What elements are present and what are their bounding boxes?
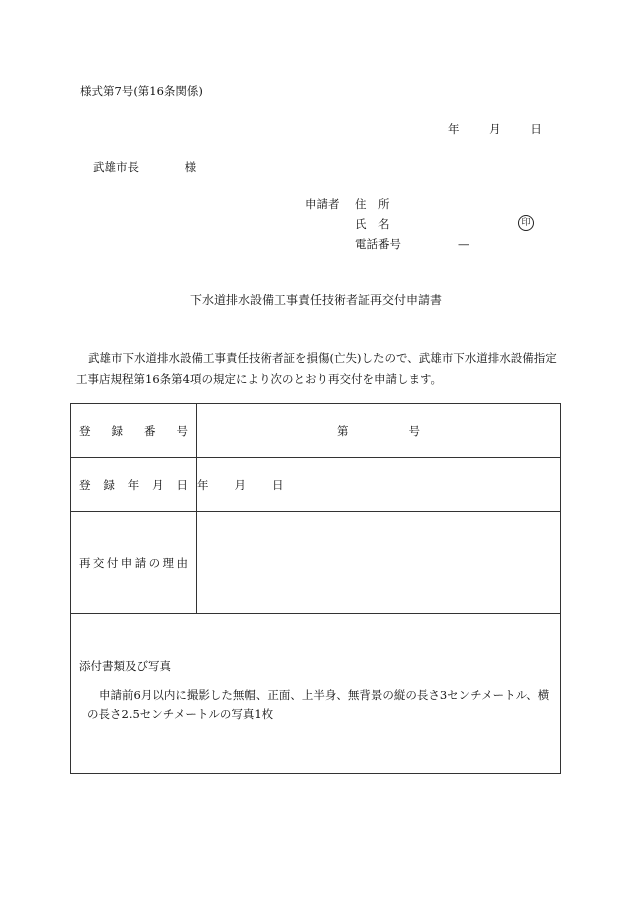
table-row [71,614,561,774]
registration-number-label [71,404,197,458]
table-row [71,512,561,614]
label-char: 理 [162,555,175,570]
reason-label [71,512,197,614]
label-char: 請 [134,555,147,570]
label-char: 再 [79,555,91,570]
label-char: 録 [111,423,123,438]
label-char: 由 [176,555,188,570]
registration-date-month: 月 [234,477,246,492]
table-row [71,458,561,512]
attachments-text: 申請前6月以内に撮影した無帽、正面、上半身、無背景の縦の長さ3センチメートル、横の長さ2.5センチメートルの写真1枚 [87,688,550,721]
label-char: 年 [127,477,140,492]
applicant-label: 申請者 [305,197,340,211]
label-char: 交 [92,555,105,570]
addressee-name: 武雄市長 [93,160,139,174]
addressee [93,162,196,174]
label-char: 登 [79,423,91,438]
registration-date-label [71,458,197,512]
label-char: 日 [176,477,188,492]
registration-date-year: 年 [197,477,209,492]
phone-dash: — [458,237,470,251]
application-date [448,124,542,136]
label-char: 録 [103,477,115,492]
label-char: 号 [176,423,188,438]
label-char: 付 [106,555,119,570]
form-number: 様式第7号(第16条関係) [80,84,203,98]
label-char: 番 [144,423,156,438]
addressee-honorific: 様 [184,160,197,174]
attachments-cell [71,614,561,774]
table-row [71,404,561,458]
attachments-title: 添付書類及び写真 [79,659,171,673]
seal-icon: 印 [518,215,534,231]
application-table [70,403,561,774]
registration-number-go: 号 [408,423,420,438]
body-text: 武雄市下水道排水設備工事責任技術者証を損傷(亡失)したので、武雄市下水道排水設備指定工事店規程第16条第4項の規定により次のとおり再交付を申請します。 [76,351,557,386]
date-month-label: 月 [489,122,501,136]
document-title: 下水道排水設備工事責任技術者証再交付申請書 [190,293,443,307]
registration-date-day: 日 [272,477,284,492]
reason-value[interactable] [197,512,561,614]
date-day-label: 日 [530,122,542,136]
applicant-name-label: 氏 名 [355,217,390,231]
applicant-phone-label: 電話番号 [355,237,401,251]
applicant-address-label: 住 所 [355,197,390,211]
label-char: 月 [152,477,164,492]
registration-number-value[interactable] [197,404,561,458]
registration-date-value[interactable] [197,458,561,512]
label-char: 申 [120,555,133,570]
label-char: の [148,555,161,570]
registration-number-dai: 第 [337,423,349,438]
label-char: 登 [79,477,91,492]
date-year-label: 年 [448,122,460,136]
